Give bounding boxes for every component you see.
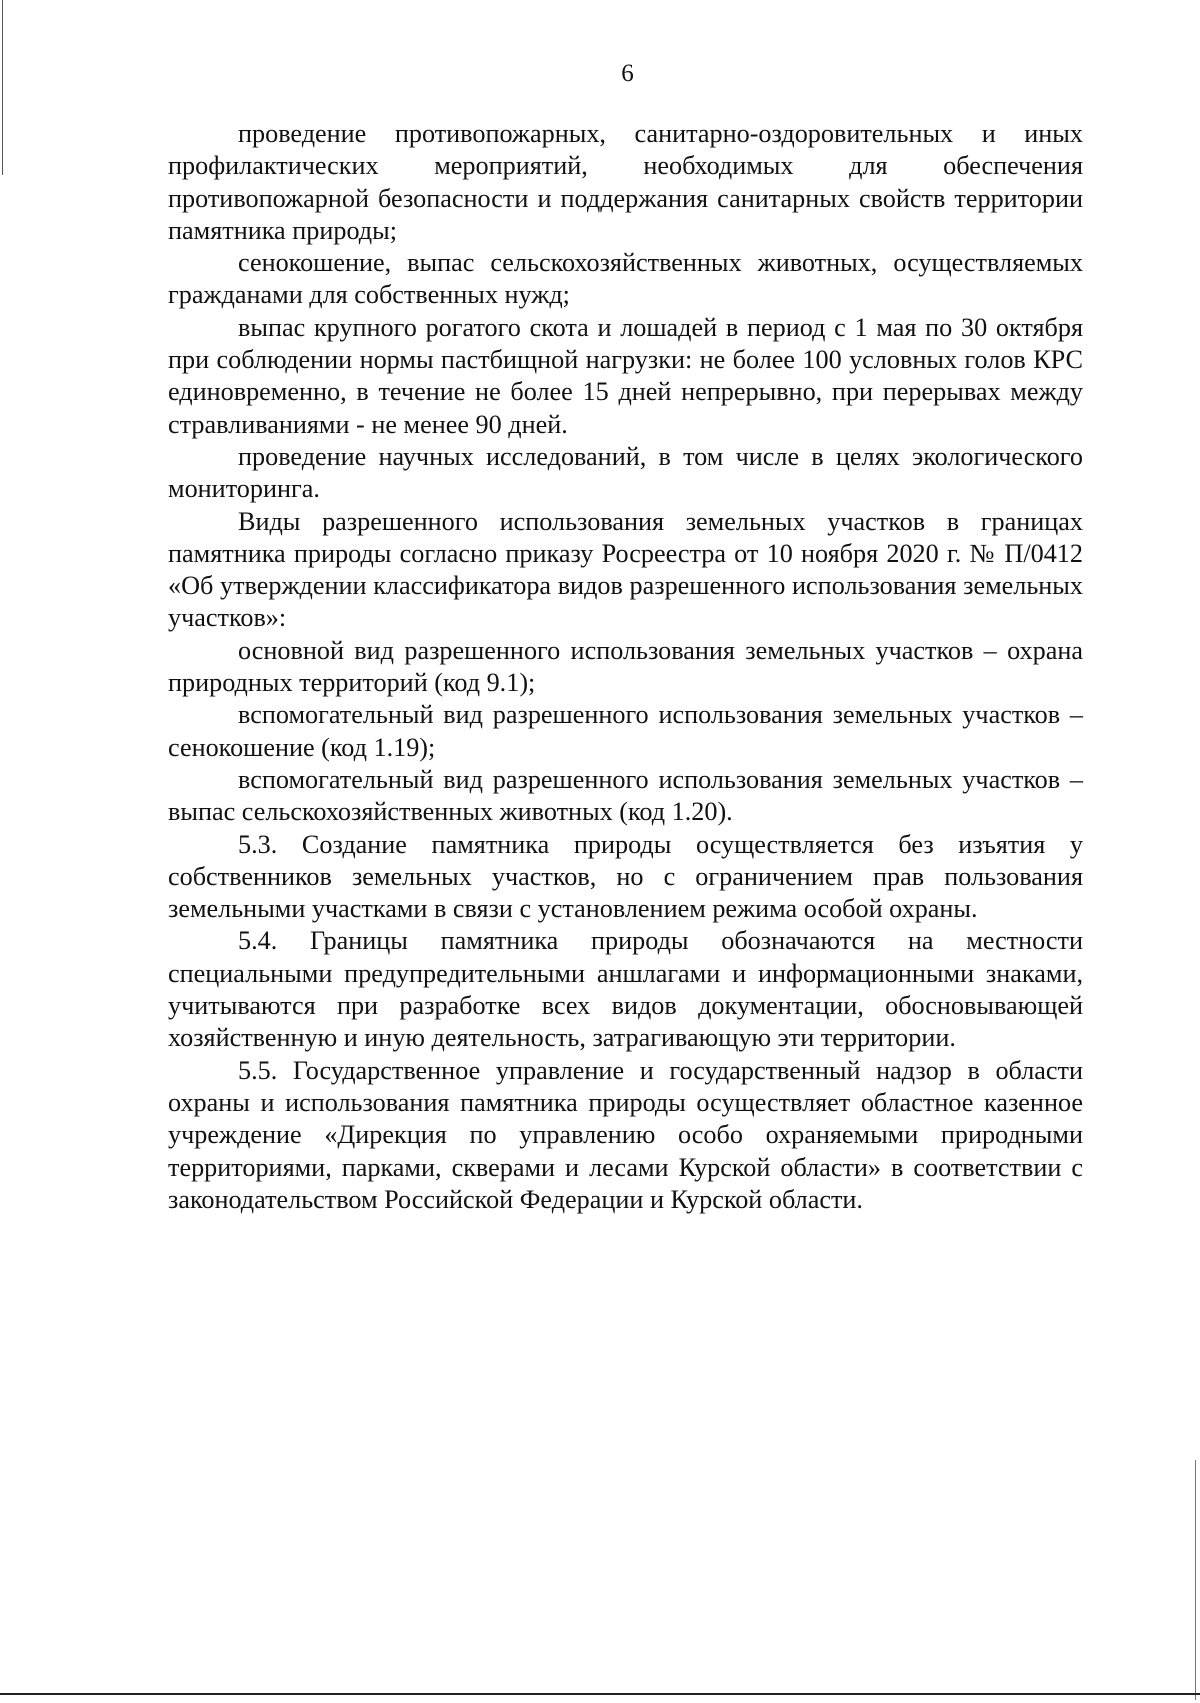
- paragraph-section-5-3: 5.3. Создание памятника природы осуществляется без изъятия у собственников земельных участков, но с ограничением прав пользования земельными участками в связи с установлением режима особой охраны.: [168, 829, 1083, 924]
- paragraph-scientific-research: проведение научных исследований, в том числе в целях экологического мониторинга.: [168, 441, 1083, 504]
- paragraph-section-5-5: 5.5. Государственное управление и государственный надзор в области охраны и использования памятника природы осуществляет областное казенное учреждение «Дирекция по управлению особо охраняемыми природными территориями, парками, скверами и лесами Курской области» в соответствии с законодательством Российской Федерации и Курской области.: [168, 1055, 1083, 1214]
- paragraph-fire-sanitary-measures: проведение противопожарных, санитарно-оздоровительных и иных профилактических мероприятий, необходимых для обеспечения противопожарной безопасности и поддержания санитарных свойств территории памятника природы;: [168, 119, 1083, 245]
- scan-edge-bottom: [0, 1693, 1200, 1695]
- paragraph-haymaking-grazing: сенокошение, выпас сельскохозяйственных животных, осуществляемых гражданами для собственных нужд;: [168, 248, 1083, 310]
- paragraph-auxiliary-use-haymaking: вспомогательный вид разрешенного использования земельных участков – сенокошение (код 1.19);: [168, 700, 1083, 762]
- paragraph-cattle-grazing-period: выпас крупного рогатого скота и лошадей в период с 1 мая по 30 октября при соблюдении нормы пастбищной нагрузки: не более 100 условных голов КРС единовременно, в течение не более 15 дней непрерывно, при перерывах между стравливаниями - не менее 90 дней.: [168, 312, 1083, 439]
- document-body: [168, 118, 1083, 1216]
- paragraph-permitted-use-types: Виды разрешенного использования земельных участков в границах памятника природы согласно приказу Росреестра от 10 ноября 2020 г. № П/0412 «Об утверждении классификатора видов разрешенного использования земельных участков»:: [168, 506, 1083, 633]
- paragraph-section-5-4: 5.4. Границы памятника природы обозначаются на местности специальными предупредительными аншлагами и информационными знаками, учитываются при разработке всех видов документации, обосновывающей хозяйственную и иную деятельность, затрагивающую эти территории.: [168, 926, 1083, 1053]
- scan-edge-right: [1195, 1460, 1196, 1700]
- paragraph-auxiliary-use-grazing: вспомогательный вид разрешенного использования земельных участков – выпас сельскохозяйственных животных (код 1.20).: [168, 764, 1083, 827]
- page-number: 6: [621, 60, 634, 87]
- paragraph-main-use-type: основной вид разрешенного использования земельных участков – охрана природных территорий (код 9.1);: [168, 635, 1083, 698]
